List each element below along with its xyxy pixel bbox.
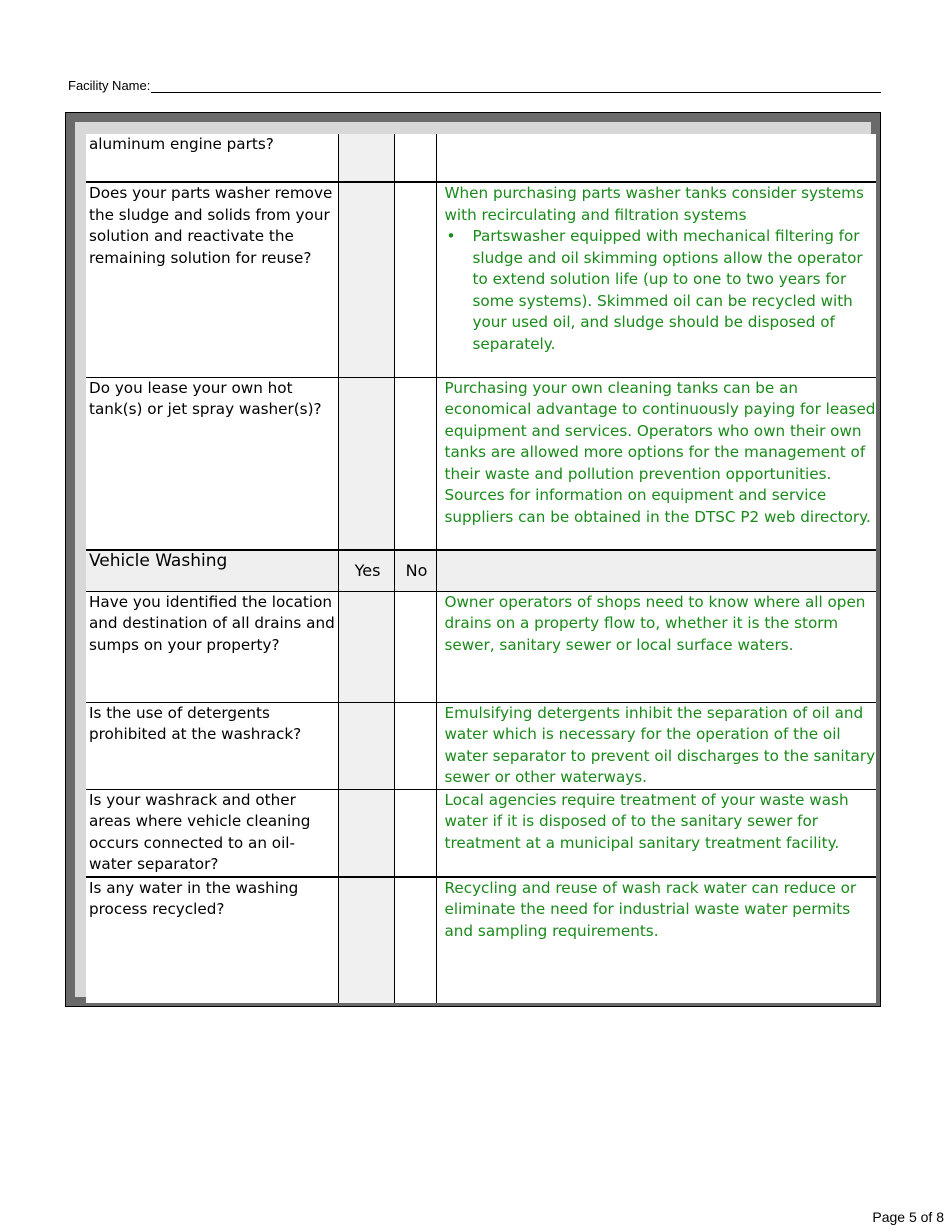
tip-cell: Local agencies require treatment of your waste wash water if it is disposed of to the sanitary sewer for treatment at a municipal sanitary treatment facility.: [436, 789, 876, 877]
no-checkbox-cell[interactable]: [394, 789, 436, 877]
question-cell: Is the use of detergents prohibited at the washrack?: [86, 702, 338, 789]
no-checkbox-cell[interactable]: [394, 877, 436, 1003]
question-cell: Is your washrack and other areas where vehicle cleaning occurs connected to an oil-water separator?: [86, 789, 338, 877]
yes-checkbox-cell[interactable]: [338, 134, 394, 182]
table-row: [86, 591, 876, 702]
no-checkbox-cell[interactable]: [394, 702, 436, 789]
question-cell: Does your parts washer remove the sludge and solids from your solution and reactivate the remaining solution for reuse?: [86, 182, 338, 377]
question-cell: aluminum engine parts?: [86, 134, 338, 182]
tip-cell: Emulsifying detergents inhibit the separation of oil and water which is necessary for the operation of the oil water separator to prevent oil discharges to the sanitary sewer or other waterways.: [436, 702, 876, 789]
tip-cell: Owner operators of shops need to know where all open drains on a property flow to, whether it is the storm sewer, sanitary sewer or local surface waters.: [436, 591, 876, 702]
tip-cell: Recycling and reuse of wash rack water can reduce or eliminate the need for industrial waste water permits and sampling requirements.: [436, 877, 876, 1003]
yes-checkbox-cell[interactable]: [338, 591, 394, 702]
table-row: [86, 182, 876, 377]
table-row: [86, 377, 876, 550]
facility-name-line: [68, 78, 881, 93]
tip-bullet: • Partswasher equipped with mechanical filtering for sludge and oil skimming options allow the operator to extend solution life (up to one to two years for some systems). Skimmed oil can be recycled with your used oil, and sludge should be disposed of separately.: [473, 226, 877, 355]
facility-name-field[interactable]: [151, 78, 881, 93]
no-checkbox-cell[interactable]: [394, 134, 436, 182]
table-row: [86, 789, 876, 877]
tip-cell: [436, 134, 876, 182]
question-cell: Is any water in the washing process recycled?: [86, 877, 338, 1003]
checklist-inner-border: [75, 122, 876, 997]
no-column-header: No: [394, 550, 436, 591]
page-number: Page 5 of 8: [872, 1209, 944, 1225]
question-cell: Do you lease your own hot tank(s) or jet spray washer(s)?: [86, 377, 338, 550]
yes-checkbox-cell[interactable]: [338, 182, 394, 377]
no-checkbox-cell[interactable]: [394, 182, 436, 377]
checklist-table: [86, 134, 876, 1003]
tip-text: When purchasing parts washer tanks consider systems with recirculating and filtration systems: [444, 184, 864, 224]
section-header-row: [86, 550, 876, 591]
no-checkbox-cell[interactable]: [394, 377, 436, 550]
section-tip-header: [436, 550, 876, 591]
tip-cell: [436, 182, 876, 377]
section-title: Vehicle Washing: [86, 550, 338, 591]
yes-checkbox-cell[interactable]: [338, 789, 394, 877]
table-row: [86, 702, 876, 789]
yes-column-header: Yes: [338, 550, 394, 591]
yes-checkbox-cell[interactable]: [338, 877, 394, 1003]
yes-checkbox-cell[interactable]: [338, 702, 394, 789]
tip-bullet-list: [445, 226, 877, 355]
checklist-frame: [65, 112, 881, 1007]
question-cell: Have you identified the location and destination of all drains and sumps on your property?: [86, 591, 338, 702]
yes-checkbox-cell[interactable]: [338, 377, 394, 550]
table-row: [86, 877, 876, 1003]
facility-name-label: Facility Name:: [68, 78, 151, 93]
tip-cell: Purchasing your own cleaning tanks can be an economical advantage to continuously paying for leased equipment and services. Operators who own their own tanks are allowed more options for the management of their waste and pollution prevention opportunities. Sources for information on equipment and service suppliers can be obtained in the DTSC P2 web directory.: [436, 377, 876, 550]
no-checkbox-cell[interactable]: [394, 591, 436, 702]
table-row: [86, 134, 876, 182]
